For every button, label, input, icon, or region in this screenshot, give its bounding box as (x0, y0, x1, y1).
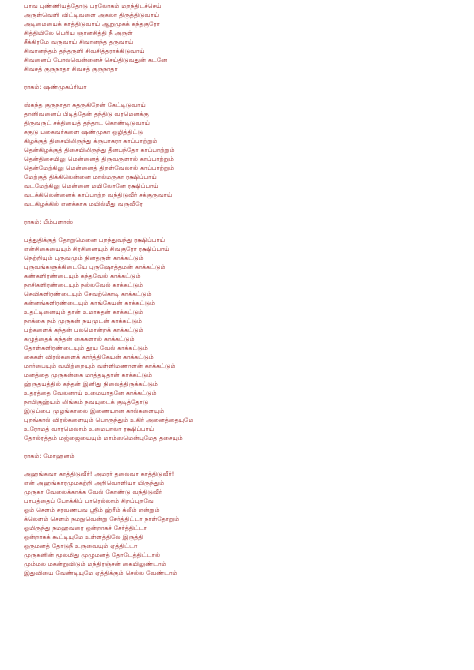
verse-line: கைகள் விரல்களைக் கார்த்திகேயன் காக்கட்டும் (24, 354, 154, 361)
verse-line: அருள்வெளி விட்டிவளை அகலா திருத்திடுவாய் (24, 12, 160, 19)
verse-line: ஓமிருந்து நமஹவரை ஒன்றாகச் சேர்த்திட்டா (24, 525, 148, 532)
verse-line: மார்பையும் வயிற்றையும் வள்ளிமணாளன் காக்கட்டும் (24, 363, 176, 370)
verse-line: வடமேற்கிலு மென்னை மயிலோனே ரக்ஷிப்பாய் (24, 183, 159, 190)
raga-heading-1: ராகம்: ஷண்முகப்ரியா (24, 84, 87, 91)
spacer (24, 227, 464, 236)
verse-line: கன்னங்களிரண்டையும் காங்கேயன் காக்கட்டும் (24, 300, 156, 307)
verse-line: பாபத்தைப் போக்கிப் பாரெல்லாம் சிறப்புறவே (24, 498, 154, 505)
spacer (24, 209, 464, 218)
verse-line: சித்தியிலே பெரிய ஞானசித்தி நீ அருள் (24, 30, 133, 37)
spacer (24, 74, 464, 83)
verse-line: மேற்குத் திக்கிலென்னை மால்மருகா ரக்ஷிப்பாய் (24, 174, 157, 181)
verse-line: தானிவனைப் பிடித்தேன் தந்திடு வரமெனக்கு (24, 111, 149, 118)
verse-line: ஓம் சௌம் சரவணபவ ஸ்ரீம் ஹ்ரீம் க்லீம் என்றும் (24, 507, 160, 514)
verse-line: தென்கிழக்குத் திசையிலிருந்து தீனபந்தோ காப்பாற்றும் (24, 147, 175, 154)
verse-line: திருவருட் சக்தியைத் தந்தாட கொண்டிடுவாய் (24, 120, 150, 127)
verse-line: ஒருமனத் தோடுநீ உருவையும் ஏத்திட்டா (24, 543, 138, 550)
verse-line: நாக்கை நம் முருகன் நயமுடன் காக்கட்டும் (24, 318, 142, 325)
verse-line: அடிமையைக் காத்திடுவாய் ஆறுமுகக் கந்தகுரோ (24, 21, 160, 28)
spacer (24, 461, 464, 470)
verse-line: உரோமத் வாரமெலாம் உமைபாலா ரக்ஷிப்பாய் (24, 426, 155, 433)
verse-line: ஸ்கந்த குருநாதா சுதருகிறேன் கேட்டிடுவாய் (24, 102, 146, 109)
verse-line: உதரத்தை வேலனாய் உமையாதனே காக்கட்டும் (24, 390, 157, 397)
verse-line: பத்துதிக்குத் தோறுமெனை பறந்துவந்து ரக்ஷிப்பாய் (24, 237, 166, 244)
verse-line: கண்களிரண்டையும் கந்தவேல் காக்கட்டும் (24, 273, 141, 280)
verse-line: பாவ புண்ணியத்தோடு பரலோகம் மறந்திடச்செய் (24, 3, 162, 10)
verse-line: முருகா வேலைக்காக்க வேல் கோண்டு வந்திடுவீர் (24, 489, 163, 496)
verse-line: புறங்கால் விரல்களையும் பொருந்தும் உகிர் அனைத்தையுமே (24, 417, 194, 424)
verse-line: சகுடு பகைவர்களை ஷண்முகா ஒழித்திட்டு (24, 129, 143, 136)
verse-line: வடகிழக்கில் எனக்காக மயில்மீது வருவீரே (24, 201, 143, 208)
spacer (24, 92, 464, 101)
verse-line: என் அஹங்காரமுமகற்றி அறிவொளியா யிருந்தும் (24, 480, 165, 487)
verse-line: நாசிகளிரண்டையும் நல்லவேல் காக்கட்டும் (24, 282, 144, 289)
verse-line: என்சிகையையும் சிரசினையும் சிவகுரோ ரக்ஷிப்பாய் (24, 246, 170, 253)
verse-line: சிவசத் குருநாதா சிவசத் குருநாதா (24, 66, 118, 73)
verse-line: தென்திசையிலு மென்னைத் திருவருளால் காப்பாற்றும் (24, 156, 174, 163)
verse-line: பற்களைக் கந்தன் பலமொன்றக் காக்கட்டும் (24, 327, 144, 334)
verse-line: தென்மேற்கிலு மென்னைத் திறள்வேலால் காப்பாற்றும் (24, 165, 175, 172)
verse-line: ஹ்ருதயத்தில் கந்தன் இனிது நிலைத்திருக்கட்டும் (24, 381, 158, 388)
document-page (24, 2, 464, 578)
stanza-4 (24, 470, 464, 578)
verse-line: வடக்கிலென்னைக் காப்பாற்ற வந்திடுவீர் சக்குருவாய் (24, 192, 173, 199)
stanza-1 (24, 2, 464, 74)
raga-heading-3: ராகம்: மோஹனம் (24, 453, 75, 460)
verse-line: இடுப்பை முழங்காலை இணையான கால்களையும் (24, 408, 165, 415)
verse-line: மும்மல மகன்றுவிடும் மந்திரஞ்சன் கையிலுண்டாம் (24, 561, 167, 568)
verse-line: உதட்டினையும் தான் உமாசுதன் காக்கட்டும் (24, 309, 144, 316)
verse-line: கிழக்குத் திசையிலிருந்து க்ருபாகரா காப்பாற்றும் (24, 138, 158, 145)
verse-line: அஹங்கவா காத்திடுவீர்! அமரர் தலைவா காத்திடுவீர்! (24, 471, 175, 478)
verse-line: நாபிகுஹ்யம் லிங்கம் நவயுடைக் குடித்தோடு (24, 399, 149, 406)
raga-heading-2: ராகம்: பீம்பளாஸ் (24, 219, 74, 226)
stanza-2 (24, 101, 464, 209)
verse-line: சிவானந்தம் தந்தருளி சிவசித்தராக்கிடுவாய் (24, 48, 145, 55)
verse-line: ஒன்றாகக் கூட்டியுமே உள்ளத்திலே இருத்தி (24, 534, 144, 541)
verse-line: கழுத்தைக் கந்தன் கைகளால் காக்கட்டும் (24, 336, 135, 343)
verse-line: செவிகளிரண்டையும் சேவற்கொடி காக்கட்டும் (24, 291, 152, 298)
verse-line: சீக்கிரமே வருவாய் சிவானந்த தருவாய் (24, 39, 134, 46)
verse-line: மனத்தை முருகன்கை மாத்தடிதான் காக்கட்டும் (24, 372, 153, 379)
verse-line: சிவனைப் போலவென்னைச் செய்திடுவதுன் கடனே (24, 57, 168, 64)
verse-line: நெற்றியும் புருவமும் நினதருள் காக்கட்டும் (24, 255, 144, 262)
stanza-3 (24, 236, 464, 443)
spacer (24, 443, 464, 452)
verse-line: முருகனின் மூலமிது முழுமனத் தோடேத்திட்டால் (24, 552, 161, 559)
verse-line: இதுவியை வேண்டியுமே ஏத்திக்கும் செல்ல வேண்டாம் (24, 570, 178, 577)
verse-line: தோல்ரத்தம் மஜ்ஜையையும் மாம்ஸமென்புமேத தசையும் (24, 435, 183, 442)
verse-line: தோள்களிரண்டையும் தூய வேல் காக்கட்டும் (24, 345, 148, 352)
verse-line: புருவங்களுக்கிடையே புருஷோத்தமன் காக்கட்டும் (24, 264, 166, 271)
verse-line: க்லௌம் சௌம் நமநுவென்று சேர்த்திட்டா நாள்தோறும் (24, 516, 180, 523)
